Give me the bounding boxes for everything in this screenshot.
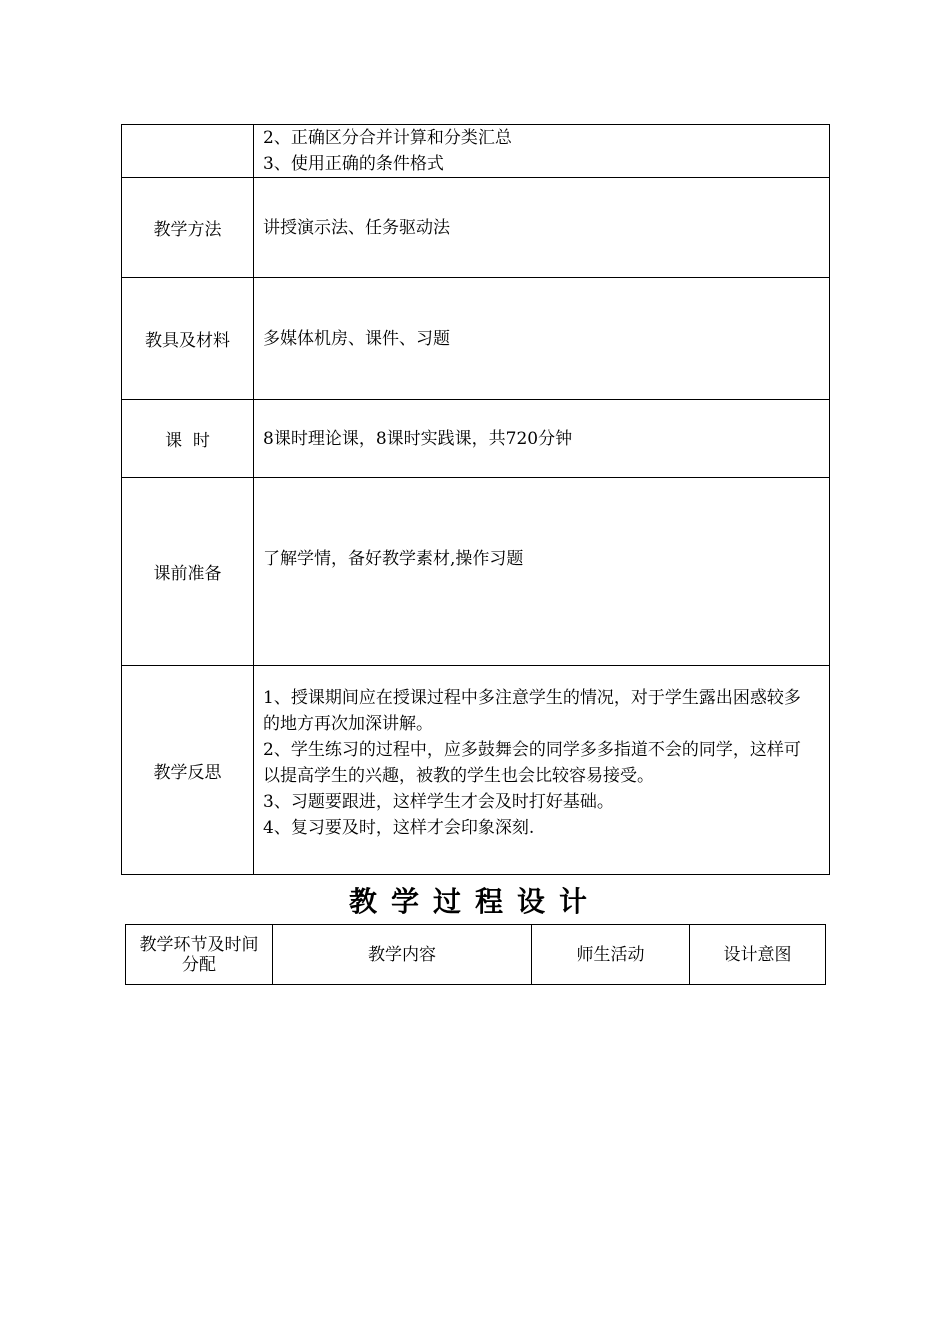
preparation-value: 了解学情，备好教学素材,操作习题 bbox=[254, 478, 830, 666]
objectives-row bbox=[122, 125, 830, 178]
reflection-row bbox=[122, 666, 830, 875]
hours-label: 课 时 bbox=[122, 400, 254, 478]
header-activities: 师生活动 bbox=[532, 925, 690, 985]
process-header-row bbox=[126, 925, 826, 985]
method-row bbox=[122, 178, 830, 278]
materials-value: 多媒体机房、课件、习题 bbox=[254, 278, 830, 400]
materials-label: 教具及材料 bbox=[122, 278, 254, 400]
header-content: 教学内容 bbox=[273, 925, 532, 985]
reflection-item: 4、复习要及时，这样才会印象深刻. bbox=[263, 818, 535, 838]
reflection-item: 2、学生练习的过程中，应多鼓舞会的同学多多指道不会的同学，这样可以提高学生的兴趣，被教的学生也会比较容易接受。 bbox=[263, 740, 801, 786]
reflection-item: 3、习题要跟进，这样学生才会及时打好基础。 bbox=[263, 792, 614, 812]
process-design-table bbox=[125, 924, 826, 985]
lesson-plan-table bbox=[121, 124, 830, 875]
preparation-label: 课前准备 bbox=[122, 478, 254, 666]
reflection-label: 教学反思 bbox=[122, 666, 254, 875]
method-label: 教学方法 bbox=[122, 178, 254, 278]
objectives-cell bbox=[254, 125, 830, 178]
hours-value: 8课时理论课，8课时实践课，共720分钟 bbox=[254, 400, 830, 478]
process-design-title: 教学过程设计 bbox=[348, 885, 601, 918]
header-stage-time: 教学环节及时间分配 bbox=[126, 925, 273, 985]
header-intent: 设计意图 bbox=[690, 925, 826, 985]
hours-row bbox=[122, 400, 830, 478]
objectives-label-cell bbox=[122, 125, 254, 178]
reflection-cell bbox=[254, 666, 830, 875]
method-value: 讲授演示法、任务驱动法 bbox=[254, 178, 830, 278]
materials-row bbox=[122, 278, 830, 400]
objective-item: 2、正确区分合并计算和分类汇总 bbox=[263, 128, 512, 148]
reflection-item: 1、授课期间应在授课过程中多注意学生的情况，对于学生露出困惑较多的地方再次加深讲解。 bbox=[263, 688, 801, 734]
objective-item: 3、使用正确的条件格式 bbox=[263, 154, 444, 174]
preparation-row bbox=[122, 478, 830, 666]
